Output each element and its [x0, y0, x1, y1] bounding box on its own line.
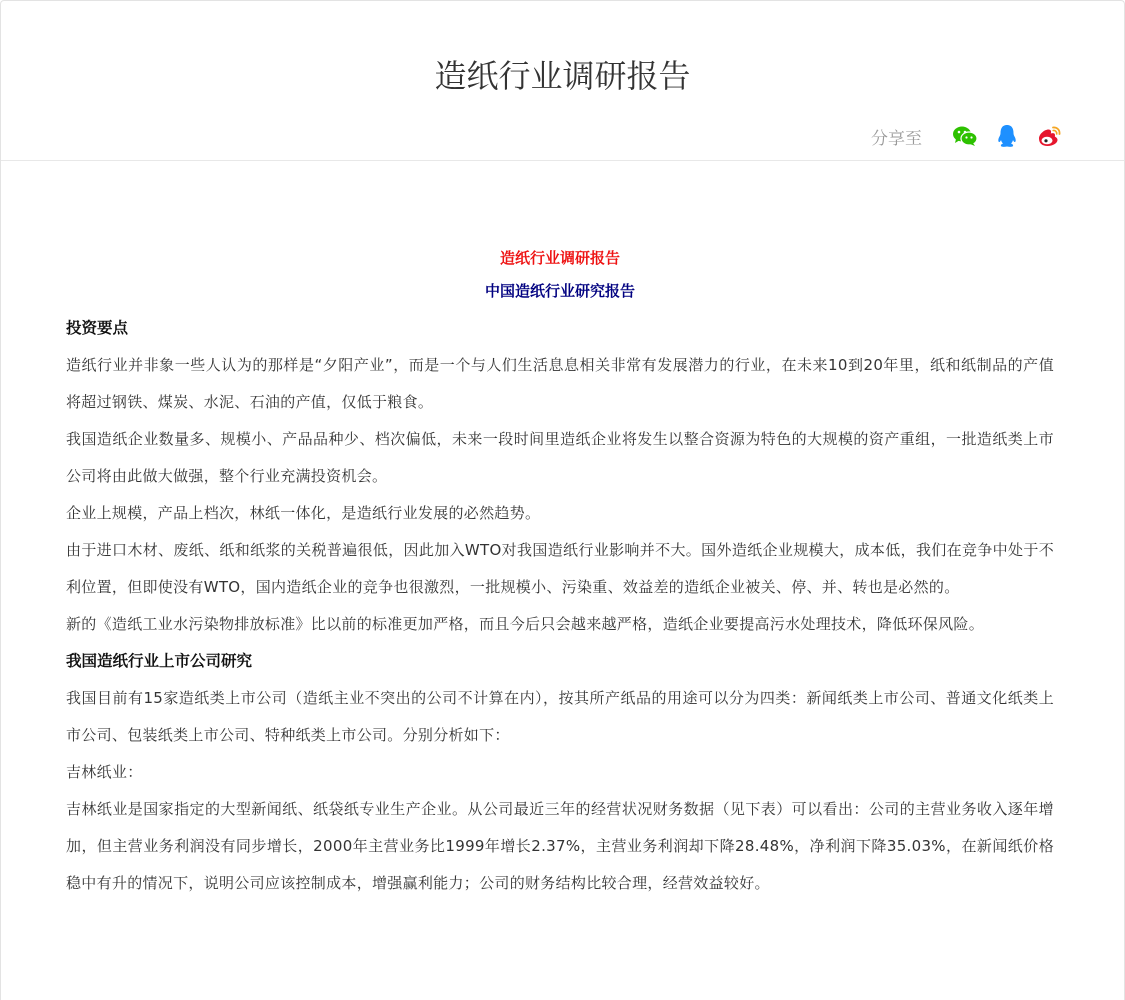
- paragraph: 由于进口木材、废纸、纸和纸浆的关税普遍很低，因此加入WTO对我国造纸行业影响并不大。国外造纸企业规模大，成本低，我们在竞争中处于不利位置，但即使没有WTO，国内造纸企业的竞争也很激烈，一批规模小、污染重、效益差的造纸企业被关、停、并、转也是必然的。: [66, 541, 1054, 596]
- paragraph: 造纸行业并非象一些人认为的那样是“夕阳产业”，而是一个与人们生活息息相关非常有发展潜力的行业，在未来10到20年里，纸和纸制品的产值将超过钢铁、煤炭、水泥、石油的产值，仅低于粮食。: [66, 356, 1054, 411]
- weibo-icon[interactable]: [1036, 123, 1062, 149]
- paragraph: 新的《造纸工业水污染物排放标准》比以前的标准更加严格，而且今后只会越来越严格，造纸企业要提高污水处理技术，降低环保风险。: [66, 615, 985, 633]
- wechat-icon[interactable]: [952, 123, 978, 149]
- paragraph: 企业上规模，产品上档次，林纸一体化，是造纸行业发展的必然趋势。: [66, 504, 541, 522]
- article-body: [66, 243, 1054, 902]
- page-title: 造纸行业调研报告: [434, 57, 691, 95]
- paragraph: 吉林纸业：: [66, 763, 143, 781]
- share-bar: [871, 121, 1062, 151]
- share-label: 分享至: [871, 128, 922, 149]
- page-header: [1, 1, 1124, 161]
- section-heading-listed-companies: 我国造纸行业上市公司研究: [66, 652, 253, 670]
- qq-icon[interactable]: [994, 123, 1020, 149]
- paragraph: 吉林纸业是国家指定的大型新闻纸、纸袋纸专业生产企业。从公司最近三年的经营状况财务数据（见下表）可以看出：公司的主营业务收入逐年增加，但主营业务利润没有同步增长，2000年主营业务比1999年增长2.37%，主营业务利润却下降28.48%，净利润下降35.03%，在新闻纸价格稳中有升的情况下，说明公司应该控制成本，增强赢利能力；公司的财务结构比较合理，经营效益较好。: [66, 800, 1054, 892]
- paragraph: 我国目前有15家造纸类上市公司（造纸主业不突出的公司不计算在内），按其所产纸品的用途可以分为四类：新闻纸类上市公司、普通文化纸类上市公司、包装纸类上市公司、特种纸类上市公司。分别分析如下：: [66, 689, 1054, 744]
- paragraph: 我国造纸企业数量多、规模小、产品品种少、档次偏低，未来一段时间里造纸企业将发生以整合资源为特色的大规模的资产重组，一批造纸类上市公司将由此做大做强，整个行业充满投资机会。: [66, 430, 1054, 485]
- section-heading-investment: 投资要点: [66, 319, 129, 337]
- document-title: 造纸行业调研报告: [499, 249, 620, 267]
- document-subtitle: 中国造纸行业研究报告: [484, 282, 635, 300]
